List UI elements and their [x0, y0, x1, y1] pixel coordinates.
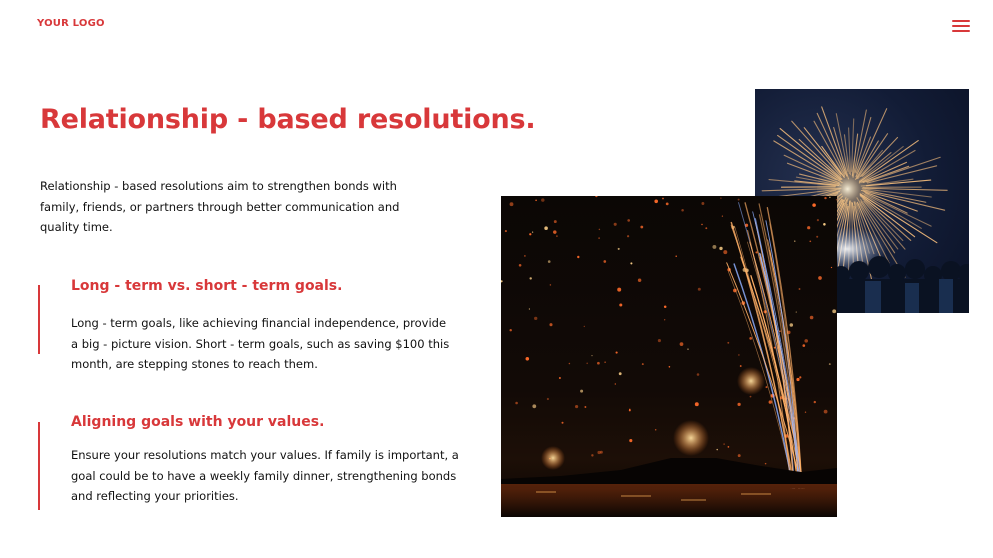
- fireworks-photo-water: [501, 196, 837, 517]
- section-body: Ensure your resolutions match your values. If family is important, a goal could be to have a weekly family dinner, strengthening bonds and reflecting your priorities.: [71, 448, 459, 503]
- accent-bar: [38, 422, 40, 510]
- section-aligning-values: [38, 412, 468, 522]
- accent-bar: [38, 285, 40, 354]
- hamburger-menu-icon[interactable]: [952, 19, 970, 33]
- section-heading: Aligning goals with your values.: [71, 414, 325, 430]
- logo[interactable]: YOUR LOGO: [37, 18, 105, 29]
- intro-text: Relationship - based resolutions aim to strengthen bonds with family, friends, or partners through better communication and quality time.: [40, 179, 400, 234]
- section-heading: Long - term vs. short - term goals.: [71, 278, 343, 294]
- section-body: Long - term goals, like achieving financial independence, provide a big - picture vision. Short - term goals, such as saving $100 this month, are stepping stones to reach them.: [71, 316, 450, 371]
- section-long-short-goals: [38, 276, 458, 376]
- page-title: Relationship - based resolutions.: [40, 104, 536, 135]
